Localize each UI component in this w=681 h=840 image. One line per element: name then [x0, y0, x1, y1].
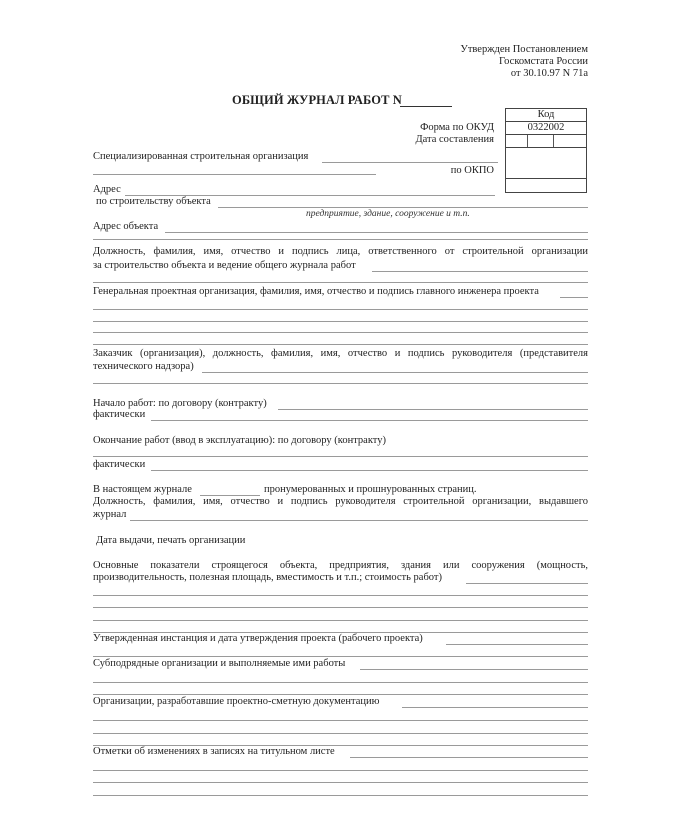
start-actual-field[interactable] [151, 420, 588, 421]
general-design-field[interactable] [560, 297, 588, 298]
design-orgs-label: Организации, разработавшие проектно-сметную документацию [93, 696, 380, 707]
code-header: Код [506, 109, 586, 122]
indicators-field-4[interactable] [93, 620, 588, 621]
title-changes-label: Отметки об изменениях в записях на титульном листе [93, 746, 335, 757]
customer-field[interactable] [202, 372, 588, 373]
approval-line-2: Госкомстата России [499, 56, 588, 67]
indicators-label-line2: производительность, полезная площадь, вместимость и т.п.; стоимость работ) [93, 572, 442, 583]
date-cell-divider [553, 135, 554, 147]
start-contract-label: Начало работ: по договору (контракту) [93, 398, 267, 409]
design-orgs-field-2[interactable] [93, 720, 588, 721]
pages-suffix-label: пронумерованных и прошнурованных страниц. [264, 484, 477, 495]
general-design-field-4[interactable] [93, 332, 588, 333]
code-box [505, 108, 587, 193]
date-label: Дата составления [415, 134, 494, 145]
object-address-label: Адрес объекта [93, 221, 159, 232]
general-design-field-2[interactable] [93, 309, 588, 310]
general-design-field-3[interactable] [93, 321, 588, 322]
responsible-label-line2: за строительство объекта и ведение общего журнала работ [93, 260, 356, 271]
indicators-field[interactable] [466, 583, 588, 584]
issuer-label-line1: Должность, фамилия, имя, отчество и подпись руководителя строительной организации, выдавшего [93, 496, 588, 507]
object-hint: предприятие, здание, сооружение и т.п. [306, 209, 470, 219]
approval-line-1: Утвержден Постановлением [460, 44, 588, 55]
title-changes-field-3[interactable] [93, 782, 588, 783]
approval-line-3: от 30.10.97 N 71а [510, 68, 588, 79]
subcontractors-field[interactable] [360, 669, 588, 670]
title-changes-field[interactable] [350, 757, 588, 758]
indicators-field-2[interactable] [93, 595, 588, 596]
issuer-field[interactable] [130, 520, 588, 521]
subcontractors-field-2[interactable] [93, 682, 588, 683]
divider-line [93, 239, 588, 240]
responsible-label-line1: Должность, фамилия, имя, отчество и подпись лица, ответственного от строительной организации [93, 246, 588, 257]
construction-object-label: по строительству объекта [96, 196, 211, 207]
start-contract-field[interactable] [278, 409, 588, 410]
date-cell-divider [527, 135, 528, 147]
customer-field-2[interactable] [93, 383, 588, 384]
divider-line [93, 344, 588, 345]
end-contract-label: Окончание работ (ввод в эксплуатацию): по договору (контракту) [93, 435, 386, 446]
address-label: Адрес [93, 184, 121, 195]
journal-number-field[interactable] [400, 106, 452, 107]
divider-line [93, 656, 588, 657]
spec-org-field[interactable] [322, 162, 498, 163]
okud-label: Форма по ОКУД [420, 122, 494, 133]
indicators-label-line1: Основные показатели строящегося объекта, предприятия, здания или сооружения (мощность, [93, 560, 588, 571]
issue-date-label: Дата выдачи, печать организации [96, 535, 246, 546]
title-changes-field-4[interactable] [93, 795, 588, 796]
responsible-field[interactable] [372, 271, 588, 272]
okud-code-value: 0322002 [506, 122, 586, 135]
end-actual-field[interactable] [151, 470, 588, 471]
spec-org-label: Специализированная строительная организация [93, 151, 309, 162]
customer-label-line2: технического надзора) [93, 361, 194, 372]
divider-line [93, 694, 588, 695]
general-design-label: Генеральная проектная организация, фамилия, имя, отчество и подпись главного инженера проекта [93, 286, 539, 297]
responsible-field-2[interactable] [93, 282, 588, 283]
pages-prefix-label: В настоящем журнале [93, 484, 192, 495]
customer-label-line1: Заказчик (организация), должность, фамилия, имя, отчество и подпись руководителя (представителя [93, 348, 588, 359]
approval-authority-field[interactable] [446, 644, 588, 645]
design-orgs-field[interactable] [402, 707, 588, 708]
approval-authority-label: Утвержденная инстанция и дата утверждения проекта (рабочего проекта) [93, 633, 423, 644]
title-changes-field-2[interactable] [93, 770, 588, 771]
object-address-field[interactable] [165, 232, 588, 233]
design-orgs-field-3[interactable] [93, 733, 588, 734]
start-actual-label: фактически [93, 409, 146, 420]
end-contract-field[interactable] [93, 456, 588, 457]
subcontractors-label: Субподрядные организации и выполняемые ими работы [93, 658, 346, 669]
spec-org-field-2[interactable] [93, 174, 376, 175]
indicators-field-3[interactable] [93, 607, 588, 608]
okpo-code-cell[interactable] [506, 148, 586, 179]
page-title: ОБЩИЙ ЖУРНАЛ РАБОТ N [232, 93, 402, 107]
okpo-label: по ОКПО [450, 165, 494, 176]
issuer-label-line2: журнал [93, 509, 127, 520]
date-cells[interactable] [506, 135, 586, 148]
end-actual-label: фактически [93, 459, 146, 470]
